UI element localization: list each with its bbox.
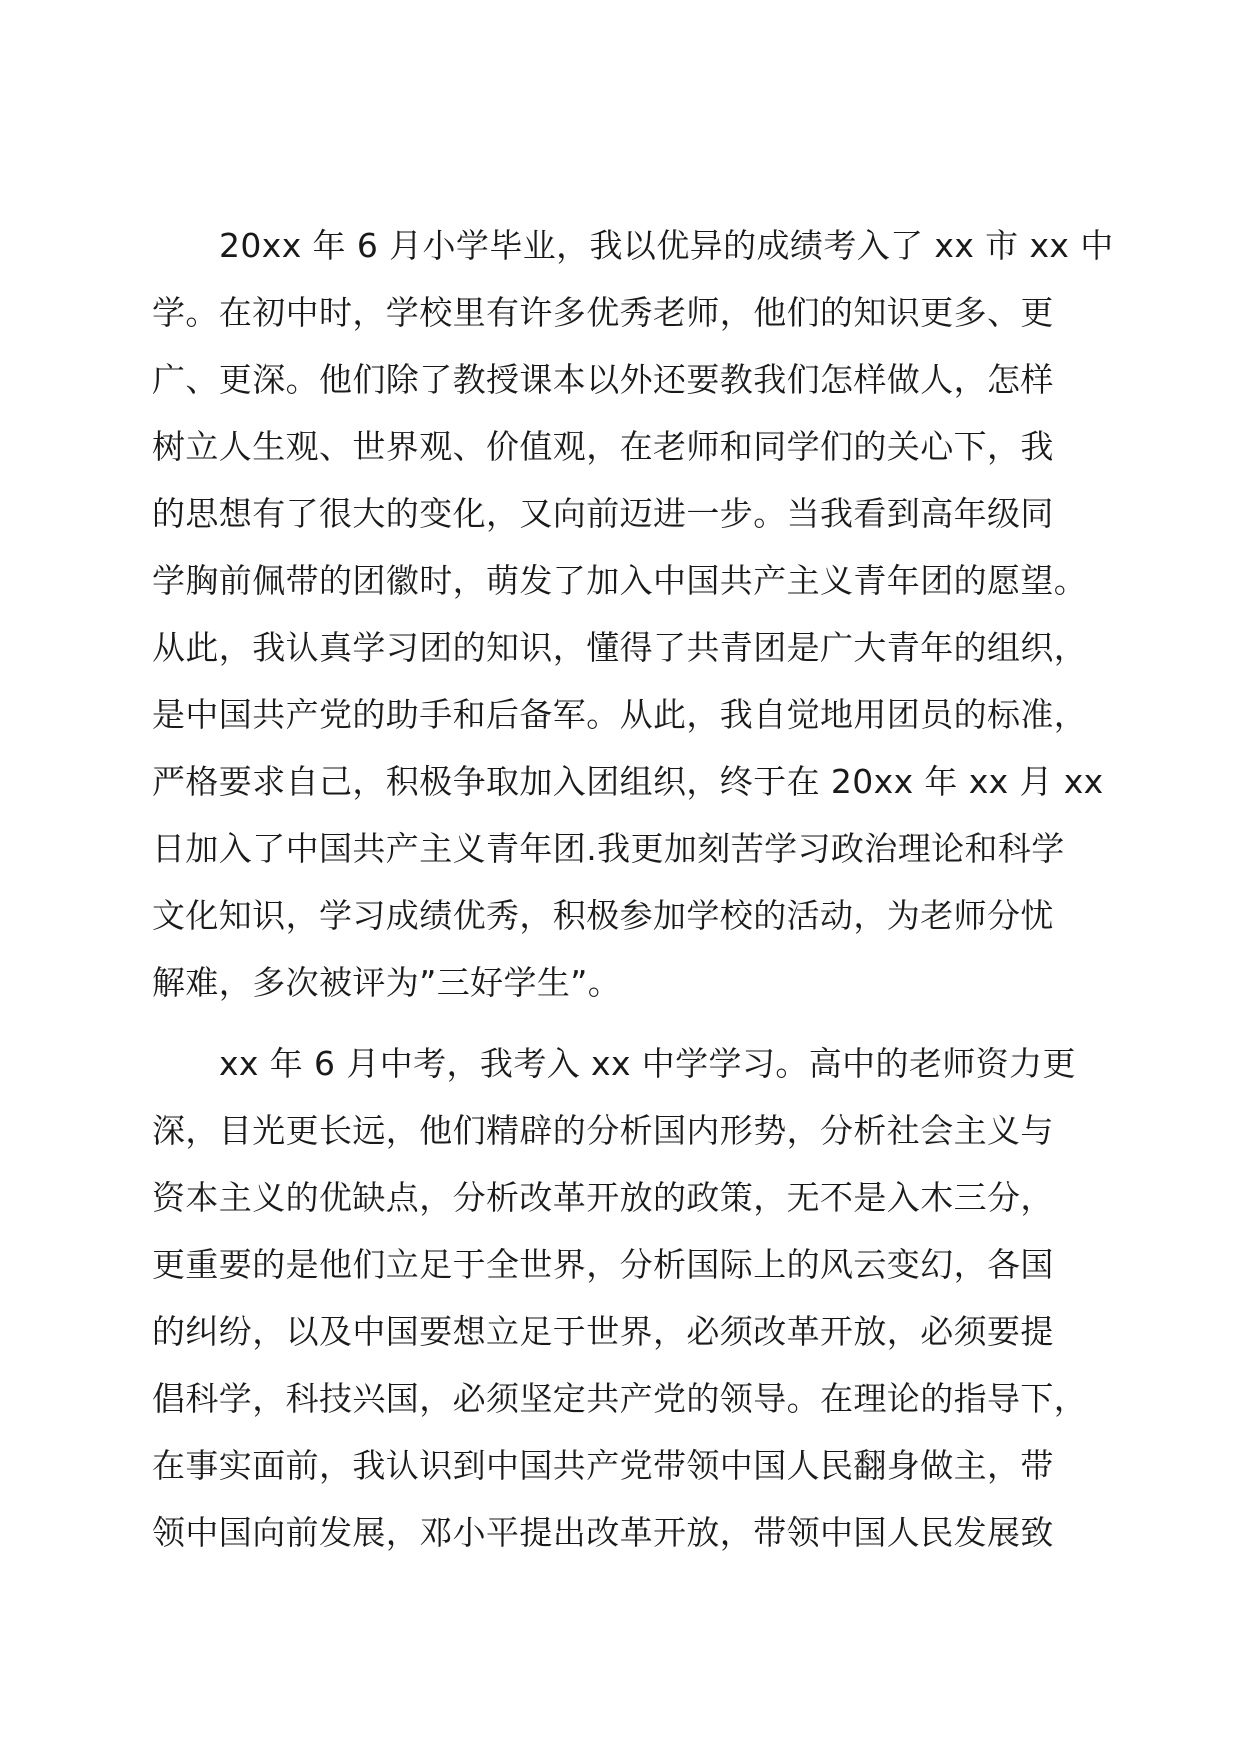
paragraph-line: 文化知识，学习成绩优秀，积极参加学校的活动，为老师分忧 xyxy=(152,896,1054,935)
paragraph-line: 广、更深。他们除了教授课本以外还要教我们怎样做人，怎样 xyxy=(152,360,1054,399)
paragraph-line: 资本主义的优缺点，分析改革开放的政策，无不是入木三分， xyxy=(152,1178,1054,1217)
paragraph-line: 深，目光更长远，他们精辟的分析国内形势，分析社会主义与 xyxy=(152,1111,1054,1150)
paragraph-line: 从此，我认真学习团的知识，懂得了共青团是广大青年的组织， xyxy=(152,628,1088,667)
paragraph-line: 日加入了中国共产主义青年团.我更加刻苦学习政治理论和科学 xyxy=(152,829,1065,868)
paragraph-line: 学胸前佩带的团徽时，萌发了加入中国共产主义青年团的愿望。 xyxy=(152,561,1088,600)
paragraph-spacer xyxy=(152,1016,1112,1030)
paragraph-line: 学。在初中时，学校里有许多优秀老师，他们的知识更多、更 xyxy=(152,293,1054,332)
paragraph-1 xyxy=(152,212,1112,1016)
paragraph-line: 领中国向前发展，邓小平提出改革开放，带领中国人民发展致 xyxy=(152,1513,1054,1552)
paragraph-line: 在事实面前，我认识到中国共产党带领中国人民翻身做主，带 xyxy=(152,1446,1054,1485)
paragraph-line: 解难，多次被评为”三好学生”。 xyxy=(152,963,622,1002)
paragraph-line: 的思想有了很大的变化，又向前迈进一步。当我看到高年级同 xyxy=(152,494,1054,533)
paragraph-2 xyxy=(152,1030,1112,1566)
paragraph-line: 树立人生观、世界观、价值观，在老师和同学们的关心下，我 xyxy=(152,427,1054,466)
paragraph-line: 严格要求自己，积极争取加入团组织，终于在 20xx 年 xx 月 xx xyxy=(152,762,1104,801)
paragraph-line: 的纠纷，以及中国要想立足于世界，必须改革开放，必须要提 xyxy=(152,1312,1054,1351)
paragraph-line: xx 年 6 月中考，我考入 xx 中学学习。高中的老师资力更 xyxy=(219,1044,1076,1083)
document-body xyxy=(152,212,1112,1566)
paragraph-line: 倡科学，科技兴国，必须坚定共产党的领导。在理论的指导下， xyxy=(152,1379,1088,1418)
paragraph-line: 20xx 年 6 月小学毕业，我以优异的成绩考入了 xx 市 xx 中 xyxy=(219,226,1114,265)
paragraph-line: 更重要的是他们立足于全世界，分析国际上的风云变幻，各国 xyxy=(152,1245,1054,1284)
paragraph-line: 是中国共产党的助手和后备军。从此，我自觉地用团员的标准， xyxy=(152,695,1088,734)
